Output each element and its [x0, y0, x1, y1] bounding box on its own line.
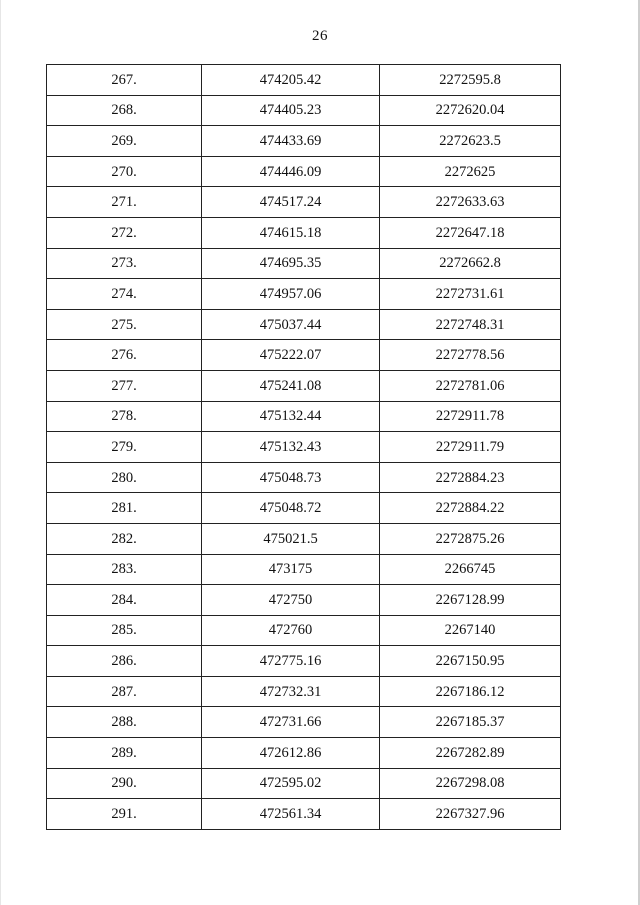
- x-coordinate-cell: 473175: [202, 554, 380, 585]
- y-coordinate-cell: 2272633.63: [380, 187, 561, 218]
- y-coordinate-cell: 2272623.5: [380, 126, 561, 157]
- point-number-cell: 282.: [47, 523, 202, 554]
- y-coordinate-cell: 2272595.8: [380, 65, 561, 96]
- table-row: [47, 462, 561, 493]
- x-coordinate-cell: 475048.73: [202, 462, 380, 493]
- table-row: [47, 432, 561, 463]
- table-row: [47, 523, 561, 554]
- y-coordinate-cell: 2272620.04: [380, 95, 561, 126]
- x-coordinate-cell: 472595.02: [202, 768, 380, 799]
- x-coordinate-cell: 472561.34: [202, 799, 380, 830]
- x-coordinate-cell: 475222.07: [202, 340, 380, 371]
- point-number-cell: 273.: [47, 248, 202, 279]
- table-row: [47, 554, 561, 585]
- x-coordinate-cell: 475037.44: [202, 309, 380, 340]
- table-row: [47, 95, 561, 126]
- table-row: [47, 340, 561, 371]
- y-coordinate-cell: 2267282.89: [380, 738, 561, 769]
- y-coordinate-cell: 2272748.31: [380, 309, 561, 340]
- point-number-cell: 269.: [47, 126, 202, 157]
- coordinates-table: [46, 64, 561, 830]
- y-coordinate-cell: 2267128.99: [380, 585, 561, 616]
- y-coordinate-cell: 2267140: [380, 615, 561, 646]
- x-coordinate-cell: 474695.35: [202, 248, 380, 279]
- point-number-cell: 289.: [47, 738, 202, 769]
- x-coordinate-cell: 475021.5: [202, 523, 380, 554]
- table-row: [47, 676, 561, 707]
- coordinates-table-body: [47, 65, 561, 830]
- point-number-cell: 275.: [47, 309, 202, 340]
- point-number-cell: 281.: [47, 493, 202, 524]
- point-number-cell: 285.: [47, 615, 202, 646]
- table-row: [47, 156, 561, 187]
- page-number: 26: [312, 28, 328, 44]
- y-coordinate-cell: 2267327.96: [380, 799, 561, 830]
- point-number-cell: 287.: [47, 676, 202, 707]
- table-row: [47, 401, 561, 432]
- y-coordinate-cell: 2267185.37: [380, 707, 561, 738]
- y-coordinate-cell: 2272731.61: [380, 279, 561, 310]
- point-number-cell: 288.: [47, 707, 202, 738]
- point-number-cell: 283.: [47, 554, 202, 585]
- table-row: [47, 248, 561, 279]
- point-number-cell: 279.: [47, 432, 202, 463]
- y-coordinate-cell: 2272781.06: [380, 370, 561, 401]
- point-number-cell: 278.: [47, 401, 202, 432]
- point-number-cell: 286.: [47, 646, 202, 677]
- point-number-cell: 270.: [47, 156, 202, 187]
- y-coordinate-cell: 2267298.08: [380, 768, 561, 799]
- y-coordinate-cell: 2272625: [380, 156, 561, 187]
- y-coordinate-cell: 2272911.79: [380, 432, 561, 463]
- table-row: [47, 370, 561, 401]
- table-row: [47, 187, 561, 218]
- table-row: [47, 493, 561, 524]
- x-coordinate-cell: 472612.86: [202, 738, 380, 769]
- table-row: [47, 309, 561, 340]
- x-coordinate-cell: 475048.72: [202, 493, 380, 524]
- point-number-cell: 277.: [47, 370, 202, 401]
- table-row: [47, 707, 561, 738]
- table-row: [47, 126, 561, 157]
- x-coordinate-cell: 475241.08: [202, 370, 380, 401]
- x-coordinate-cell: 474205.42: [202, 65, 380, 96]
- point-number-cell: 267.: [47, 65, 202, 96]
- y-coordinate-cell: 2272875.26: [380, 523, 561, 554]
- x-coordinate-cell: 474615.18: [202, 217, 380, 248]
- y-coordinate-cell: 2267150.95: [380, 646, 561, 677]
- point-number-cell: 280.: [47, 462, 202, 493]
- table-row: [47, 279, 561, 310]
- x-coordinate-cell: 472732.31: [202, 676, 380, 707]
- table-row: [47, 799, 561, 830]
- y-coordinate-cell: 2272911.78: [380, 401, 561, 432]
- y-coordinate-cell: 2272647.18: [380, 217, 561, 248]
- point-number-cell: 276.: [47, 340, 202, 371]
- table-row: [47, 65, 561, 96]
- table-row: [47, 615, 561, 646]
- x-coordinate-cell: 474446.09: [202, 156, 380, 187]
- point-number-cell: 274.: [47, 279, 202, 310]
- point-number-cell: 291.: [47, 799, 202, 830]
- x-coordinate-cell: 474433.69: [202, 126, 380, 157]
- y-coordinate-cell: 2267186.12: [380, 676, 561, 707]
- table-row: [47, 217, 561, 248]
- x-coordinate-cell: 475132.43: [202, 432, 380, 463]
- x-coordinate-cell: 475132.44: [202, 401, 380, 432]
- point-number-cell: 284.: [47, 585, 202, 616]
- y-coordinate-cell: 2272778.56: [380, 340, 561, 371]
- x-coordinate-cell: 474957.06: [202, 279, 380, 310]
- point-number-cell: 290.: [47, 768, 202, 799]
- y-coordinate-cell: 2266745: [380, 554, 561, 585]
- x-coordinate-cell: 474517.24: [202, 187, 380, 218]
- table-row: [47, 646, 561, 677]
- x-coordinate-cell: 472760: [202, 615, 380, 646]
- point-number-cell: 268.: [47, 95, 202, 126]
- y-coordinate-cell: 2272884.23: [380, 462, 561, 493]
- table-row: [47, 768, 561, 799]
- table-row: [47, 585, 561, 616]
- scan-edge-left: [0, 0, 1, 905]
- point-number-cell: 271.: [47, 187, 202, 218]
- point-number-cell: 272.: [47, 217, 202, 248]
- table-row: [47, 738, 561, 769]
- y-coordinate-cell: 2272662.8: [380, 248, 561, 279]
- x-coordinate-cell: 472731.66: [202, 707, 380, 738]
- y-coordinate-cell: 2272884.22: [380, 493, 561, 524]
- x-coordinate-cell: 472750: [202, 585, 380, 616]
- x-coordinate-cell: 472775.16: [202, 646, 380, 677]
- x-coordinate-cell: 474405.23: [202, 95, 380, 126]
